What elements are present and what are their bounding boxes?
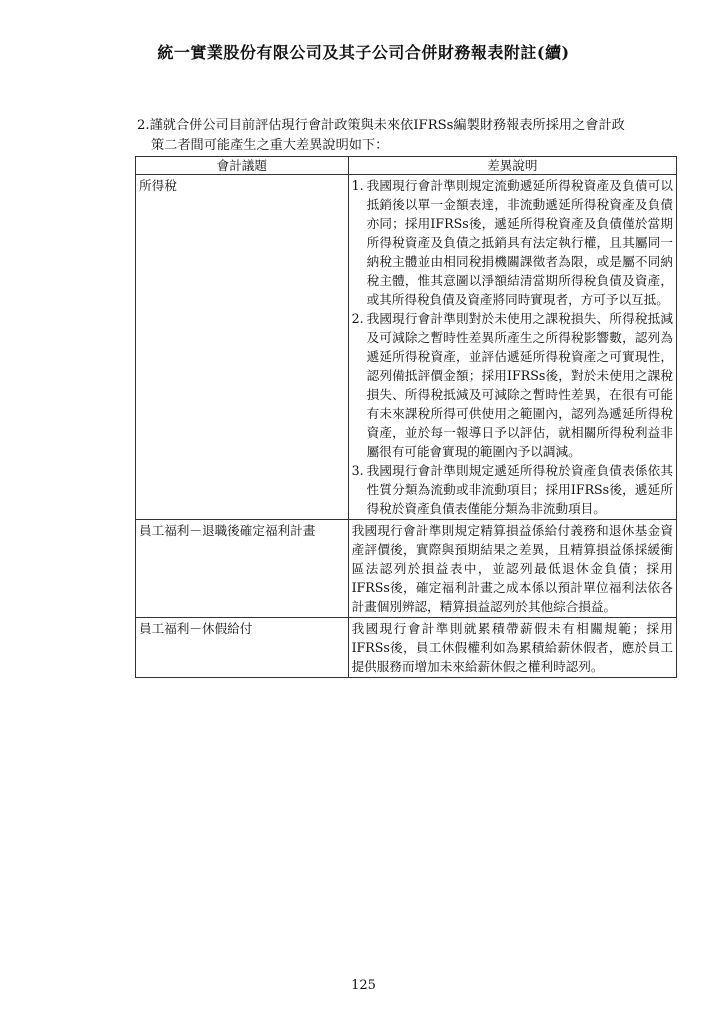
- table-header-row: [136, 157, 677, 175]
- intro-line-1: 2.謹就合併公司目前評估現行會計政策與未來依IFRSs編製財務報表所採用之會計政: [137, 118, 625, 133]
- table-row: [136, 520, 677, 618]
- explanation-cell: 我國現行會計準則規定精算損益係給付義務和退休基金資產評價後，實際與預期結果之差異，且精算損益係採緩衝區法認列於損益表中，並認列最低退休金負債；採用IFRSs後，確定福利計畫之成本係以預計單位福利法依各計畫個別辨認，精算損益認列於其他綜合損益。: [348, 520, 676, 618]
- item-text: 我國現行會計準則規定流動遞延所得稅資產及負債可以抵銷後以單一金額表達，非流動遞延所得稅資產及負債亦同；採用IFRSs後，遞延所得稅資產及負債僅於當期所得稅資產及負債之抵銷具有法定執行權，且其屬同一納稅主體並由相同稅捐機關課徵者為限，或是屬不同納稅主體，惟其意圖以淨額結清當期所得稅負債及資產，或其所得稅負債及資產將同時實現者，方可予以互抵。: [366, 178, 673, 307]
- column-header-topic: 會計議題: [136, 157, 349, 175]
- intro-paragraph: [137, 116, 682, 156]
- explanation-cell: [348, 175, 676, 520]
- topic-cell: 員工福利－退職後確定福利計畫: [136, 520, 349, 618]
- table-row: [136, 618, 677, 678]
- item-number: 2.: [351, 311, 364, 326]
- list-item: [352, 461, 673, 518]
- item-text: 我國現行會計準則規定遞延所得稅於資產負債表係依其性質分類為流動或非流動項目；採用IFRSs後，遞延所得稅於資產負債表僅能分類為非流動項目。: [366, 463, 673, 516]
- explanation-cell: 我國現行會計準則就累積帶薪假未有相關規範；採用IFRSs後，員工休假權利如為累積給薪休假者，應於員工提供服務而增加未來給薪休假之權利時認列。: [348, 618, 676, 678]
- item-number: 3.: [351, 463, 364, 478]
- column-header-explanation: 差異說明: [348, 157, 676, 175]
- list-item: [352, 176, 673, 309]
- table-row: [136, 175, 677, 520]
- page-number: 125: [351, 978, 376, 993]
- list-item: [352, 309, 673, 461]
- topic-cell: 員工福利－休假給付: [136, 618, 349, 678]
- topic-cell: 所得稅: [136, 175, 349, 520]
- page-title: 統一實業股份有限公司及其子公司合併財務報表附註(續): [157, 43, 570, 62]
- item-number: 1.: [351, 178, 364, 193]
- differences-table: [135, 156, 677, 678]
- item-text: 我國現行會計準則對於未使用之課稅損失、所得稅抵減及可減除之暫時性差異所產生之所得稅影響數，認列為遞延所得稅資產，並評估遞延所得稅資產之可實現性，認列備抵評價金額；採用IFRSs後，對於未使用之課稅損失、所得稅抵減及可減除之暫時性差異，在很有可能有未來課稅所得可供使用之範圍內，認列為遞延所得稅資產，並於每一報導日予以評估，就相關所得稅利益非屬很有可能會實現的範圍內予以調減。: [366, 311, 673, 459]
- intro-line-2: 策二者間可能產生之重大差異說明如下：: [151, 138, 389, 153]
